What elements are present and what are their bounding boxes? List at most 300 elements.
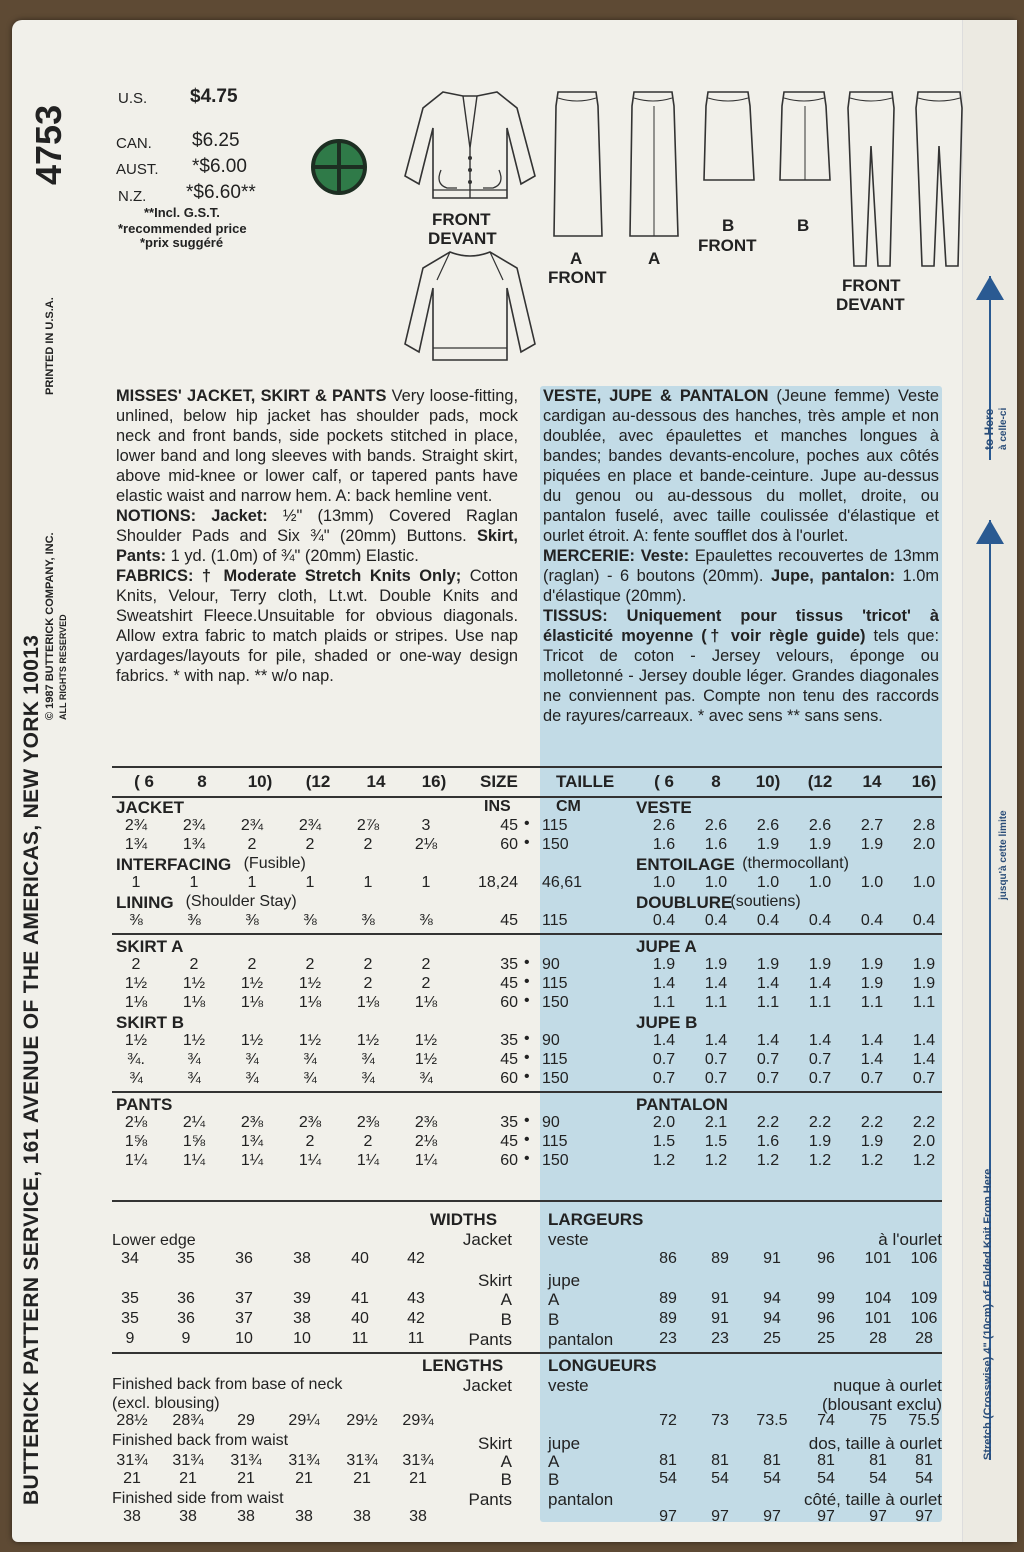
price-note-gst: **Incl. G.S.T. <box>144 205 220 220</box>
length-pants-en: 38 <box>295 1508 313 1525</box>
yardage-en: 1½ <box>414 1051 438 1068</box>
yardage-en: 1⅛ <box>298 994 322 1011</box>
yardage-en: ¾ <box>187 1070 201 1087</box>
width-b-fr: 89 <box>659 1310 677 1327</box>
yardage-fr: 1.4 <box>860 1032 884 1049</box>
length-a-en: 31¾ <box>116 1452 148 1469</box>
yardage-fr: 0.4 <box>756 912 780 929</box>
yardage-fr: 1.9 <box>860 1133 884 1150</box>
yardage-en: 1½ <box>356 1032 380 1049</box>
width-p-en: 11 <box>407 1330 425 1347</box>
length-jacket-fr: 75 <box>869 1412 887 1429</box>
width-a-en: 39 <box>293 1290 311 1307</box>
table-rule <box>112 933 942 935</box>
yardage-fr: 2.0 <box>912 1133 936 1150</box>
skirt-len-label: Skirt <box>478 1434 512 1453</box>
skirt-b-sketch <box>700 86 840 206</box>
yardage-fr: 1.9 <box>860 956 884 973</box>
length-jacket-fr: 74 <box>817 1412 835 1429</box>
length-pants-fr: 97 <box>817 1508 835 1525</box>
width-a-fr: 104 <box>864 1290 892 1307</box>
yardage-fr: 1.2 <box>912 1152 936 1169</box>
length-pants-fr: 97 <box>711 1508 729 1525</box>
yardage-en: 2⅜ <box>298 1114 322 1131</box>
ins-value: 60 <box>500 836 518 853</box>
yardage-en: 2¾ <box>240 817 264 834</box>
yardage-en: 1 <box>363 874 373 891</box>
width-jacket-fr: 106 <box>910 1250 938 1267</box>
yardage-fr: 1.1 <box>652 994 676 1011</box>
yardage-en: 2 <box>363 975 373 992</box>
yardage-fr: 1.9 <box>756 956 780 973</box>
width-b-label: B <box>500 1310 512 1329</box>
nap-dot: • <box>524 834 530 851</box>
yardage-en: 1⅛ <box>414 994 438 1011</box>
yardage-en: 2⅜ <box>356 1114 380 1131</box>
yardage-en: ¾ <box>129 1070 143 1087</box>
width-b-fr: 96 <box>817 1310 835 1327</box>
width-b-en: 38 <box>293 1310 311 1327</box>
yardage-en: 2 <box>189 956 199 973</box>
cote-label: côté, taille à ourlet <box>804 1490 942 1509</box>
nap-dot: • <box>524 1150 530 1167</box>
skirt-a-front-label: FRONT <box>548 268 607 287</box>
cm-value: 46,61 <box>542 874 583 891</box>
yardage-fr: 1.4 <box>704 1032 728 1049</box>
yardage-fr: 1.2 <box>652 1152 676 1169</box>
yardage-en: 2¼ <box>182 1114 206 1131</box>
yardage-fr: 1.0 <box>704 874 728 891</box>
yardage-fr: 1.4 <box>756 975 780 992</box>
yardage-fr: 2.1 <box>704 1114 728 1131</box>
length-b-fr-label: B <box>548 1470 560 1489</box>
price-us: $4.75 <box>190 86 238 107</box>
yardage-en: 2 <box>363 836 373 853</box>
length-pants-en: 38 <box>123 1508 141 1525</box>
blousing-label: (excl. blousing) <box>112 1395 220 1412</box>
width-jacket-en: 38 <box>293 1250 311 1267</box>
yardage-fr: 2.7 <box>860 817 884 834</box>
nap-dot: • <box>524 1068 530 1085</box>
yardage-fr: 1.4 <box>704 975 728 992</box>
yardage-fr: 1.1 <box>860 994 884 1011</box>
skirt-a-sketch <box>548 86 688 266</box>
yardage-fr: 1.1 <box>912 994 936 1011</box>
length-a-en: 31¾ <box>346 1452 378 1469</box>
length-b-en: 21 <box>295 1470 313 1487</box>
stub-stretch-text: Stretch (Crosswise) 4" (10cm) of Folded Knit From Here <box>982 1168 994 1460</box>
length-b-en: 21 <box>237 1470 255 1487</box>
length-b-en: 21 <box>353 1470 371 1487</box>
ins-value: 45 <box>500 817 518 834</box>
cm-head: CM <box>556 798 581 815</box>
yardage-en: 2 <box>305 1133 315 1150</box>
table-rule <box>112 1200 942 1202</box>
yardage-en: 2 <box>305 956 315 973</box>
length-a-en: 31¾ <box>172 1452 204 1469</box>
yardage-fr: 0.7 <box>756 1070 780 1087</box>
yardage-en: 2⅛ <box>124 1114 148 1131</box>
length-a-label: A <box>500 1452 512 1471</box>
section-sublabel: (Fusible) <box>243 855 306 872</box>
yardage-en: 1¾ <box>124 836 148 853</box>
ins-value: 60 <box>500 1152 518 1169</box>
jacket-front-sketch <box>395 88 545 208</box>
yardage-fr: 1.9 <box>808 956 832 973</box>
yardage-en: 2 <box>247 836 257 853</box>
length-jacket-en: 28¾ <box>172 1412 204 1429</box>
yardage-fr: 1.0 <box>860 874 884 891</box>
yardage-fr: 2.0 <box>912 836 936 853</box>
yardage-en: 1⅛ <box>124 994 148 1011</box>
yardage-fr: 1.0 <box>912 874 936 891</box>
pants-devant-label: DEVANT <box>836 295 905 314</box>
stub-a-celle: à celle-ci <box>998 407 1009 450</box>
yardage-fr: 1.9 <box>808 836 832 853</box>
longueurs-head: LONGUEURS <box>548 1356 657 1375</box>
width-a-label: A <box>500 1290 512 1309</box>
yardage-fr: 1.4 <box>808 975 832 992</box>
yardage-fr: 1.0 <box>652 874 676 891</box>
yardage-fr: 1.4 <box>808 1032 832 1049</box>
yardage-fr: 1.9 <box>860 975 884 992</box>
section-label-fr: PANTALON <box>636 1095 728 1114</box>
yardage-en: 1½ <box>298 1032 322 1049</box>
width-a-fr: 109 <box>910 1290 938 1307</box>
yardage-fr: 2.6 <box>652 817 676 834</box>
ins-value: 45 <box>500 1051 518 1068</box>
skirt-a-back-label: A <box>648 249 661 268</box>
width-jacket-en: 40 <box>351 1250 369 1267</box>
nap-dot: • <box>524 815 530 832</box>
length-b-en: 21 <box>179 1470 197 1487</box>
blousant-label: (blousant exclu) <box>821 1395 942 1414</box>
length-b-fr: 54 <box>659 1470 677 1487</box>
yardage-fr: 1.9 <box>704 956 728 973</box>
size-header-fr: 10) <box>755 772 781 791</box>
yardage-en: ⅜ <box>245 912 259 929</box>
cm-value: 150 <box>542 994 569 1011</box>
size-header-fr: 8 <box>711 772 721 791</box>
yardage-en: 1½ <box>182 1032 206 1049</box>
ins-value: 35 <box>500 1032 518 1049</box>
yardage-fr: 2.2 <box>912 1114 936 1131</box>
publisher-address: BUTTERICK PATTERN SERVICE, 161 AVENUE OF THE AMERICAS, NEW YORK 10013 <box>20 634 43 1505</box>
yardage-en: 1¼ <box>356 1152 380 1169</box>
price-can: $6.25 <box>192 130 240 151</box>
veste-len-label: veste <box>548 1376 589 1395</box>
width-a-fr-label: A <box>548 1290 560 1309</box>
length-jacket-en: 29 <box>237 1412 255 1429</box>
size-header: (12 <box>305 772 331 791</box>
yardage-en: 1¼ <box>298 1152 322 1169</box>
yardage-en: 1 <box>305 874 315 891</box>
ins-head: INS <box>484 798 511 815</box>
yardage-fr: 1.5 <box>652 1133 676 1150</box>
cm-value: 90 <box>542 956 560 973</box>
skirt-label: Skirt <box>478 1271 512 1290</box>
length-b-fr: 54 <box>817 1470 835 1487</box>
width-p-en: 10 <box>293 1330 311 1347</box>
yardage-en: 1¾ <box>240 1133 264 1150</box>
width-a-fr: 94 <box>763 1290 781 1307</box>
nap-dot: • <box>524 954 530 971</box>
ins-value: 18,24 <box>477 874 518 891</box>
width-p-fr: 23 <box>711 1330 729 1347</box>
yardage-fr: 1.1 <box>704 994 728 1011</box>
side-label: Finished side from waist <box>112 1490 284 1507</box>
length-a-en: 31¾ <box>402 1452 434 1469</box>
price-nz: *$6.60** <box>186 182 256 203</box>
yardage-en: ¾. <box>127 1051 145 1068</box>
length-a-fr-label: A <box>548 1452 560 1471</box>
length-jacket-en: 28½ <box>116 1412 148 1429</box>
section-label-fr: ENTOILAGE <box>636 855 735 874</box>
jupe-label: jupe <box>548 1271 581 1290</box>
yardage-fr: 0.7 <box>808 1051 832 1068</box>
yardage-fr: 1.6 <box>756 1133 780 1150</box>
yardage-fr: 1.4 <box>652 975 676 992</box>
section-label: LINING <box>116 893 174 912</box>
yardage-fr: 2.6 <box>704 817 728 834</box>
yardage-fr: 1.2 <box>860 1152 884 1169</box>
yardage-fr: 0.7 <box>704 1070 728 1087</box>
cm-value: 115 <box>542 975 568 992</box>
section-label-fr: JUPE A <box>636 937 697 956</box>
yardage-fr: 1.9 <box>912 956 936 973</box>
cm-value: 115 <box>542 1051 568 1068</box>
cm-value: 115 <box>542 912 568 929</box>
width-p-fr-label: pantalon <box>548 1330 614 1349</box>
section-sublabel-fr: (soutiens) <box>730 893 801 910</box>
width-a-fr: 99 <box>817 1290 835 1307</box>
jacket-back-sketch <box>395 248 545 368</box>
yardage-en: 1¼ <box>124 1152 148 1169</box>
yardage-fr: 0.4 <box>704 912 728 929</box>
yardage-en: 2 <box>421 956 431 973</box>
description-english: MISSES' JACKET, SKIRT & PANTS Very loose-fitting, unlined, below hip jacket has shoulder pads, mock neck and front bands, side pockets stitched in place, lower band and long sleeves with bands. Straight skirt, above mid-knee or lower calf, or tapered pants have elastic waist and narrow hem. A: back hemline vent. NOTIONS: Jacket: ½" (13mm) Covered Raglan Shoulder Pads and Six ¾" (20mm) Buttons. Skirt, Pants: 1 yd. (1.0m) of ¾" (20mm) Elastic. FABRICS: † Moderate Stretch Knits Only; Cotton Knits, Velour, Terry cloth, Lt.wt. Double Knits and Sweatshirt Fleece.Unsuitable for obvious diagonals. Allow extra fabric to match plaids or stripes. Use nap yardages/layouts for pile, shaded or one-way design fabrics. * with nap. ** w/o nap. <box>116 387 519 685</box>
lower-edge: Lower edge <box>112 1232 196 1249</box>
jacket-label: Jacket <box>462 1230 512 1249</box>
yardage-fr: 0.7 <box>704 1051 728 1068</box>
cm-value: 90 <box>542 1114 560 1131</box>
yardage-en: ¾ <box>245 1051 259 1068</box>
cm-value: 115 <box>542 817 568 834</box>
yardage-en: 1½ <box>298 975 322 992</box>
length-a-fr: 81 <box>711 1452 729 1469</box>
nap-dot: • <box>524 992 530 1009</box>
yardage-en: ¾ <box>245 1070 259 1087</box>
size-header-fr: 14 <box>862 772 882 791</box>
section-label: INTERFACING <box>116 855 232 874</box>
length-a-fr: 81 <box>659 1452 677 1469</box>
width-jacket-fr: 96 <box>817 1250 835 1267</box>
ins-value: 35 <box>500 956 518 973</box>
yardage-fr: 2.0 <box>652 1114 676 1131</box>
length-jacket-en: 29¾ <box>402 1412 434 1429</box>
ins-value: 35 <box>500 1114 518 1131</box>
cm-value: 115 <box>542 1133 568 1150</box>
ins-value: 45 <box>500 912 518 929</box>
yardage-fr: 1.6 <box>704 836 728 853</box>
stub-limite: jusqu'à cette limite <box>998 810 1009 900</box>
length-jacket-en: 29½ <box>346 1412 378 1429</box>
yardage-fr: 0.7 <box>756 1051 780 1068</box>
size-header-fr: (12 <box>807 772 833 791</box>
yardage-en: 1¼ <box>182 1152 206 1169</box>
skirt-b-front-label: FRONT <box>698 236 757 255</box>
yardage-en: 1¼ <box>414 1152 438 1169</box>
width-jacket-fr: 101 <box>864 1250 892 1267</box>
yardage-en: 1½ <box>124 1032 148 1049</box>
veste-label: veste <box>548 1230 589 1249</box>
yardage-fr: 1.9 <box>756 836 780 853</box>
length-a-fr: 81 <box>869 1452 887 1469</box>
length-jacket-fr: 73 <box>711 1412 729 1429</box>
length-b-en: 21 <box>409 1470 427 1487</box>
section-label: JACKET <box>116 798 185 817</box>
butterick-logo-icon <box>310 138 368 196</box>
yardage-en: 1½ <box>124 975 148 992</box>
section-label-fr: DOUBLURE <box>636 893 733 912</box>
yardage-fr: 2.6 <box>756 817 780 834</box>
pants-sketch <box>840 86 970 276</box>
yardage-fr: 0.4 <box>652 912 676 929</box>
width-b-en: 40 <box>351 1310 369 1327</box>
yardage-en: 1½ <box>182 975 206 992</box>
nap-dot: • <box>524 1049 530 1066</box>
length-pants-en: 38 <box>179 1508 197 1525</box>
section-sublabel: (Shoulder Stay) <box>185 893 297 910</box>
jupe-len-label: jupe <box>548 1434 581 1453</box>
pants-len-label: Pants <box>468 1490 512 1509</box>
yardage-en: 1⅝ <box>124 1133 148 1150</box>
length-jacket-fr: 72 <box>659 1412 677 1429</box>
skirt-b-back-label: B <box>797 216 810 235</box>
yardage-fr: 0.4 <box>912 912 936 929</box>
section-label: PANTS <box>116 1095 173 1114</box>
width-a-fr: 91 <box>711 1290 729 1307</box>
yardage-fr: 2.6 <box>808 817 832 834</box>
yardage-fr: 1.4 <box>756 1032 780 1049</box>
width-p-label: Pants <box>468 1330 512 1349</box>
pattern-number: 4753 <box>28 104 69 185</box>
width-b-en: 42 <box>407 1310 425 1327</box>
width-a-fr: 89 <box>659 1290 677 1307</box>
yardage-fr: 1.2 <box>704 1152 728 1169</box>
yardage-en: ¾ <box>303 1070 317 1087</box>
yardage-fr: 1.6 <box>652 836 676 853</box>
price-can-label: CAN. <box>116 135 152 152</box>
yardage-en: ¾ <box>361 1051 375 1068</box>
yardage-fr: 0.7 <box>860 1070 884 1087</box>
ins-value: 60 <box>500 994 518 1011</box>
lengths-head: LENGTHS <box>422 1356 504 1375</box>
width-p-fr: 28 <box>915 1330 933 1347</box>
length-pants-fr: 97 <box>869 1508 887 1525</box>
length-jacket-fr: 75.5 <box>908 1412 940 1429</box>
yardage-fr: 1.5 <box>704 1133 728 1150</box>
nap-dot: • <box>524 973 530 990</box>
price-us-label: U.S. <box>118 90 148 107</box>
yardage-fr: 1.9 <box>652 956 676 973</box>
width-p-fr: 28 <box>869 1330 887 1347</box>
yardage-en: 1½ <box>240 975 264 992</box>
table-rule <box>112 766 942 768</box>
yardage-en: 1⅝ <box>182 1133 206 1150</box>
cm-value: 150 <box>542 836 569 853</box>
section-label: SKIRT B <box>116 1013 184 1032</box>
length-pants-en: 38 <box>353 1508 371 1525</box>
yardage-fr: 1.0 <box>756 874 780 891</box>
cm-value: 150 <box>542 1152 569 1169</box>
nap-dot: • <box>524 1131 530 1148</box>
size-header-fr: 16) <box>911 772 937 791</box>
yardage-en: ¾ <box>419 1070 433 1087</box>
yardage-fr: 1.1 <box>756 994 780 1011</box>
yardage-fr: 1.1 <box>808 994 832 1011</box>
yardage-en: ⅜ <box>361 912 375 929</box>
yardage-fr: 0.7 <box>652 1070 676 1087</box>
price-nz-label: N.Z. <box>118 188 147 205</box>
length-jacket-fr: 73.5 <box>756 1412 788 1429</box>
yardage-en: ¾ <box>361 1070 375 1087</box>
section-label-fr: VESTE <box>636 798 692 817</box>
yardage-fr: 1.9 <box>808 1133 832 1150</box>
width-b-fr-label: B <box>548 1310 560 1329</box>
yardage-en: 2⅛ <box>414 1133 438 1150</box>
yardage-en: 1 <box>131 874 141 891</box>
yardage-fr: 1.0 <box>808 874 832 891</box>
widths-head: WIDTHS <box>430 1210 498 1229</box>
length-a-fr: 81 <box>763 1452 781 1469</box>
yardage-fr: 2.2 <box>756 1114 780 1131</box>
length-a-fr: 81 <box>915 1452 933 1469</box>
jacket-front-label: FRONT <box>432 210 491 229</box>
width-a-en: 36 <box>177 1290 195 1307</box>
section-sublabel-fr: (thermocollant) <box>742 855 849 872</box>
width-a-en: 37 <box>235 1290 253 1307</box>
dos-label: dos, taille à ourlet <box>808 1434 942 1453</box>
yardage-en: ⅜ <box>129 912 143 929</box>
yardage-en: 2¾ <box>298 817 322 834</box>
length-b-en: 21 <box>123 1470 141 1487</box>
yardage-fr: 1.4 <box>652 1032 676 1049</box>
section-label-fr: JUPE B <box>636 1013 698 1032</box>
yardage-en: 1¼ <box>240 1152 264 1169</box>
width-b-fr: 94 <box>763 1310 781 1327</box>
jacket-devant-label: DEVANT <box>428 229 497 248</box>
yardage-fr: 1.2 <box>808 1152 832 1169</box>
yardage-en: 2⅜ <box>414 1114 438 1131</box>
length-a-fr: 81 <box>817 1452 835 1469</box>
width-a-en: 41 <box>351 1290 369 1307</box>
yardage-en: 2¾ <box>124 817 148 834</box>
stub-to-here: to Here <box>982 408 996 450</box>
width-jacket-fr: 89 <box>711 1250 729 1267</box>
yardage-en: 2 <box>131 956 141 973</box>
yardage-en: 1⅛ <box>240 994 264 1011</box>
width-b-fr: 91 <box>711 1310 729 1327</box>
jacket-len-label: Jacket <box>462 1376 512 1395</box>
pants-front-label: FRONT <box>842 276 901 295</box>
table-rule <box>112 1091 942 1093</box>
size-header: ( 6 <box>134 772 154 791</box>
width-jacket-en: 34 <box>121 1250 139 1267</box>
yardage-en: ⅜ <box>303 912 317 929</box>
yardage-fr: 0.7 <box>652 1051 676 1068</box>
nap-dot: • <box>524 1112 530 1129</box>
